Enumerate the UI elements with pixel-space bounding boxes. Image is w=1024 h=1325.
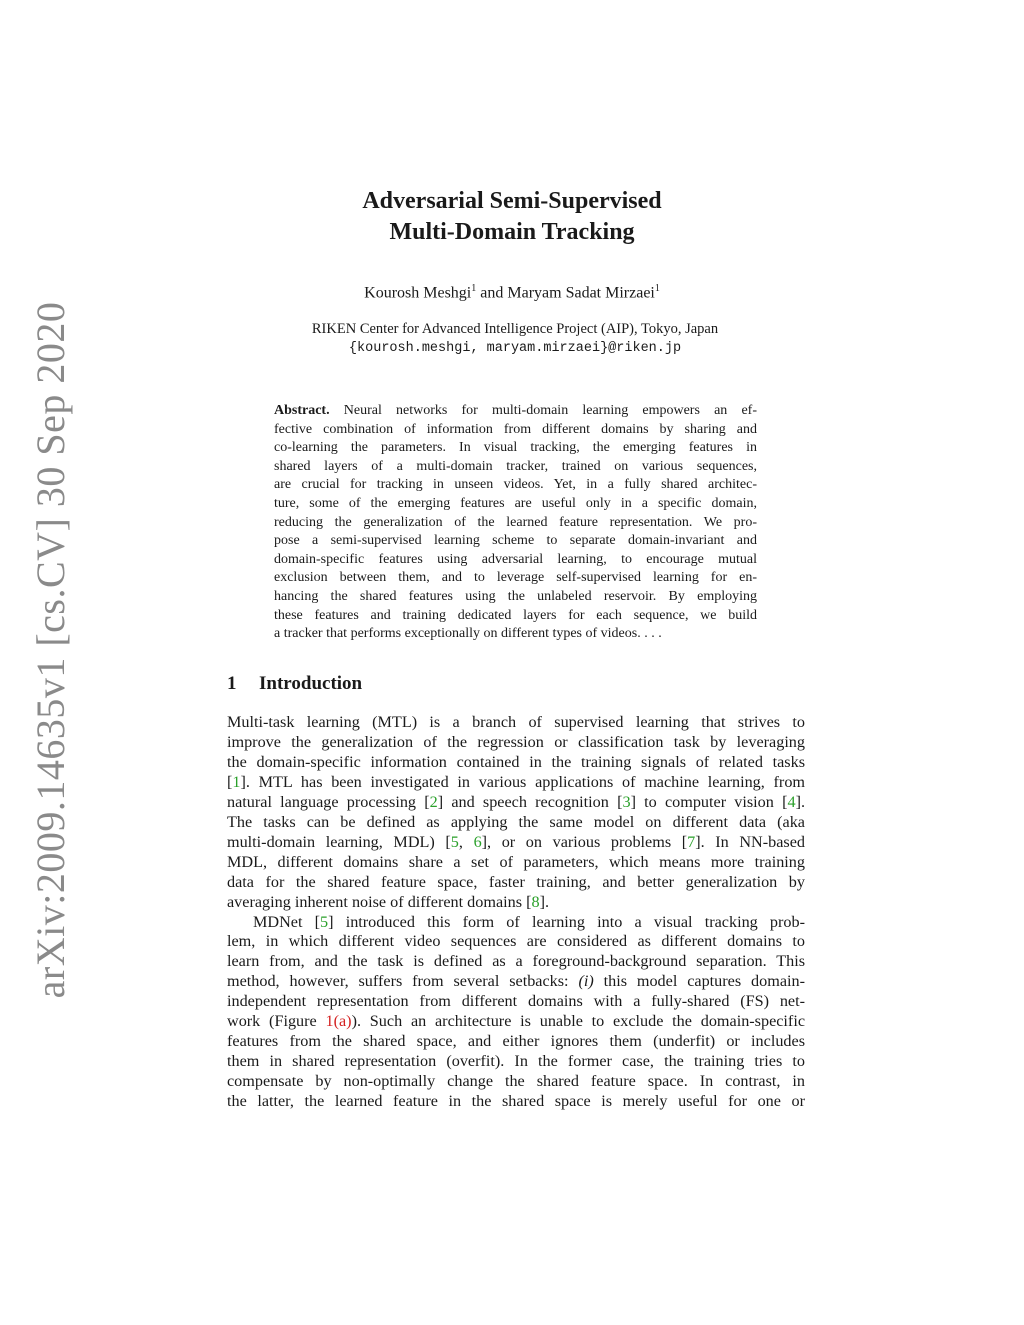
citation-link[interactable]: 3 (622, 792, 631, 811)
author-1-affil-mark: 1 (471, 283, 477, 294)
abstract-line: are crucial for tracking in unseen videos. Yet, in a fully shared architec- (274, 477, 757, 493)
title-line-1: Adversarial Semi-Supervised (362, 188, 662, 214)
citation-link[interactable]: 5 (320, 912, 329, 931)
abstract-line: Abstract. Neural networks for multi-domain learning empowers an ef- (274, 403, 757, 418)
paper-title (0, 186, 1024, 248)
body-line: lem, in which different video sequences are considered as different domains to (227, 932, 805, 951)
body-line: MDNet [5] introduced this form of learning into a visual tracking prob- (253, 912, 805, 931)
arxiv-side-stamp: arXiv:2009.14635v1 [cs.CV] 30 Sep 2020 (27, 301, 73, 999)
body-line: features from the shared space, and either ignores them (underfit) or includes (227, 1032, 805, 1051)
body-line: learn from, and the task is defined as a foreground-background separation. This (227, 952, 805, 971)
author-conjunction: and (476, 284, 508, 302)
affiliation: RIKEN Center for Advanced Intelligence Project (AIP), Tokyo, Japan (311, 321, 719, 337)
citation-link[interactable]: 4 (787, 792, 796, 811)
abstract-line: co-learning the parameters. In visual tracking, the emerging features in (274, 440, 757, 456)
body-line: them in shared representation (overfit). In the former case, the training tries to (227, 1052, 805, 1071)
body-line: work (Figure 1(a)). Such an architecture is unable to exclude the domain-specific (227, 1012, 806, 1031)
abstract-line: domain-specific features using adversarial learning, to encourage mutual (274, 551, 757, 567)
author-list (0, 283, 1024, 302)
abstract-line: these features and training dedicated layers for each sequence, we build (274, 607, 757, 623)
abstract-line: hancing the shared features using the unlabeled reservoir. By employing (274, 588, 757, 604)
abstract-line: fective combination of information from different domains by sharing and (274, 421, 757, 437)
body-line: the latter, the learned feature in the shared space is merely useful for one or (227, 1092, 805, 1111)
introduction-body (227, 713, 805, 1112)
abstract-label: Abstract. (274, 403, 330, 418)
citation-link[interactable]: 8 (531, 892, 540, 911)
section-heading (227, 673, 362, 695)
abstract-line: pose a semi-supervised learning scheme to separate domain-invariant and (274, 533, 757, 549)
abstract-line: ture, some of the emerging features are useful only in a specific domain, (274, 495, 757, 511)
citation-link[interactable]: 2 (429, 792, 438, 811)
body-line: independent representation from different domains with a fully-shared (FS) net- (227, 992, 805, 1011)
body-line: The tasks can be defined as applying the same model on different data (aka (227, 812, 805, 831)
body-line: multi-domain learning, MDL) [5, 6], or on various problems [7]. In NN-based (227, 832, 805, 851)
citation-link[interactable]: 1 (232, 772, 241, 791)
body-line: method, however, suffers from several setbacks: (i) this model captures domain- (227, 972, 805, 991)
body-line: the domain-specific information contained in the training signals of related tasks (227, 752, 805, 771)
author-emails: {kourosh.meshgi, maryam.mirzaei}@riken.jp (348, 341, 682, 356)
body-line: [1]. MTL has been investigated in various applications of machine learning, from (227, 772, 805, 791)
abstract-line: reducing the generalization of the learned feature representation. We pro- (274, 514, 757, 530)
section-number: 1 (227, 673, 237, 694)
author-2-affil-mark: 1 (654, 283, 660, 294)
abstract (274, 402, 757, 644)
body-line: averaging inherent noise of different domains [8]. (227, 892, 549, 911)
affiliation-block (0, 319, 1024, 359)
citation-link[interactable]: 6 (473, 832, 482, 851)
figure-reference-link[interactable]: 1(a) (325, 1012, 352, 1031)
citation-link[interactable]: 5 (450, 832, 459, 851)
body-line: natural language processing [2] and speech recognition [3] to computer vision [4]. (227, 792, 806, 811)
body-line: Multi-task learning (MTL) is a branch of supervised learning that strives to (227, 713, 805, 731)
enumeration-marker: (i) (578, 972, 594, 991)
body-line: MDL, different domains share a set of parameters, which means more training (227, 852, 805, 871)
citation-link[interactable]: 7 (687, 832, 696, 851)
body-line: data for the shared feature space, faster training, and better generalization by (227, 872, 805, 891)
author-1: Kourosh Meshgi (364, 284, 472, 302)
body-line: improve the generalization of the regression or classification task by leveraging (227, 732, 805, 751)
abstract-line: shared layers of a multi-domain tracker, trained on various sequences, (274, 458, 757, 474)
author-2: Maryam Sadat Mirzaei (507, 284, 655, 302)
abstract-line: a tracker that performs exceptionally on different types of videos. . . . (274, 626, 662, 642)
title-line-2: Multi-Domain Tracking (389, 219, 635, 245)
body-line: compensate by non-optimally change the shared feature space. In contrast, in (227, 1072, 805, 1091)
section-title: Introduction (259, 673, 363, 694)
abstract-line: exclusion between them, and to leverage self-supervised learning for en- (274, 570, 757, 586)
